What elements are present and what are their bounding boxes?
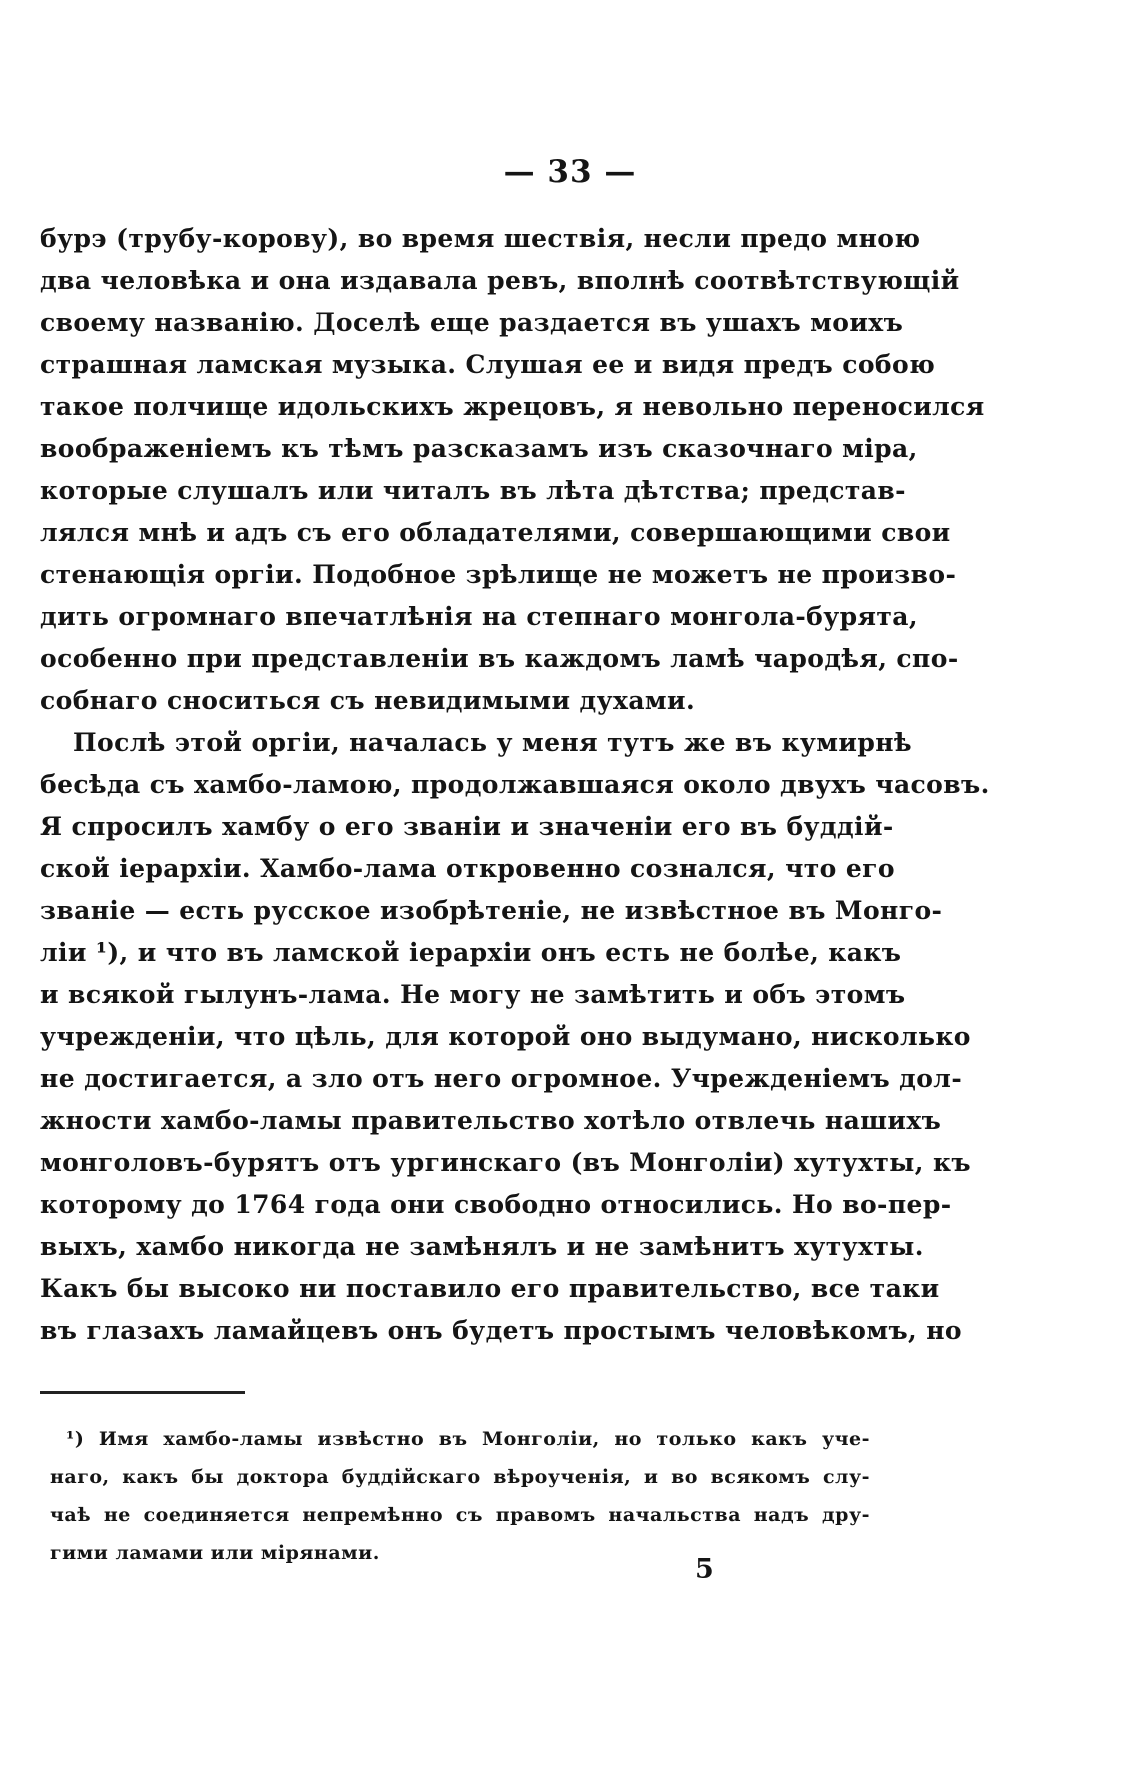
text-line: въ глазахъ ламайцевъ онъ будетъ простымъ человѣкомъ, но (40, 1316, 962, 1345)
text-line: бурэ (трубу-корову), во время шествія, несли предо мною (40, 224, 921, 253)
text-line: и всякой гылунъ-лама. Не могу не замѣтить и объ этомъ (40, 980, 906, 1009)
text-line: жности хамбо-ламы правительство хотѣло отвлечь нашихъ (40, 1106, 942, 1135)
text-line: два человѣка и она издавала ревъ, вполнѣ соотвѣтствующій (40, 266, 960, 295)
text-line: ской іерархіи. Хамбо-лама откровенно сознался, что его (40, 854, 895, 883)
text-line: которые слушалъ или читалъ въ лѣта дѣтства; представ- (40, 476, 906, 505)
footnote-line: чаѣ не соединяется непремѣнно съ правомъ начальства надъ дру- (50, 1504, 870, 1526)
text-line: которому до 1764 года они свободно относились. Но во-пер- (40, 1190, 952, 1219)
text-line: воображеніемъ къ тѣмъ разсказамъ изъ сказочнаго міра, (40, 434, 918, 463)
text-line: лялся мнѣ и адъ съ его обладателями, совершающими свои (40, 518, 951, 547)
footnote-line: наго, какъ бы доктора буддійскаго вѣроученія, и во всякомъ слу- (50, 1466, 870, 1488)
text-line: монголовъ-бурятъ отъ ургинскаго (въ Монголіи) хутухты, къ (40, 1148, 971, 1177)
text-line: собнаго сноситься съ невидимыми духами. (40, 686, 696, 715)
text-line: особенно при представленіи въ каждомъ ламѣ чародѣя, спо- (40, 644, 959, 673)
text-line: ліи ¹), и что въ ламской іерархіи онъ есть не болѣе, какъ (40, 938, 902, 967)
footnote-line: ¹) Имя хамбо-ламы извѣстно въ Монголіи, но только какъ уче- (66, 1428, 870, 1450)
text-line: такое полчище идольскихъ жрецовъ, я невольно переносился (40, 392, 985, 421)
page-number: — 33 — (503, 154, 637, 190)
text-line: Послѣ этой оргіи, началась у меня тутъ же въ кумирнѣ (73, 728, 912, 757)
text-line: своему названію. Доселѣ еще раздается въ ушахъ моихъ (40, 308, 904, 337)
text-line: учрежденіи, что цѣль, для которой оно выдумано, нисколько (40, 1022, 971, 1051)
text-line: Я спросилъ хамбу о его званіи и значеніи его въ буддій- (40, 812, 894, 841)
text-line: не достигается, а зло отъ него огромное. Учрежденіемъ дол- (40, 1064, 963, 1093)
footnote (50, 1420, 870, 1572)
text-line: выхъ, хамбо никогда не замѣнялъ и не замѣнитъ хутухты. (40, 1232, 924, 1261)
text-line: страшная ламская музыка. Слушая ее и видя предъ собою (40, 350, 936, 379)
signature-mark: 5 (695, 1554, 714, 1585)
text-line: стенающія оргіи. Подобное зрѣлище не можетъ не произво- (40, 560, 957, 589)
text-line: дить огромнаго впечатлѣнія на степнаго монгола-бурята, (40, 602, 918, 631)
text-line: званіе — есть русское изобрѣтеніе, не извѣстное въ Монго- (40, 896, 943, 925)
footnote-line: гими ламами или мірянами. (50, 1542, 380, 1564)
text-line: бесѣда съ хамбо-ламою, продолжавшаяся около двухъ часовъ. (40, 770, 990, 799)
body-text (40, 218, 990, 1352)
text-line: Какъ бы высоко ни поставило его правительство, все таки (40, 1274, 940, 1303)
footnote-divider (40, 1391, 245, 1394)
